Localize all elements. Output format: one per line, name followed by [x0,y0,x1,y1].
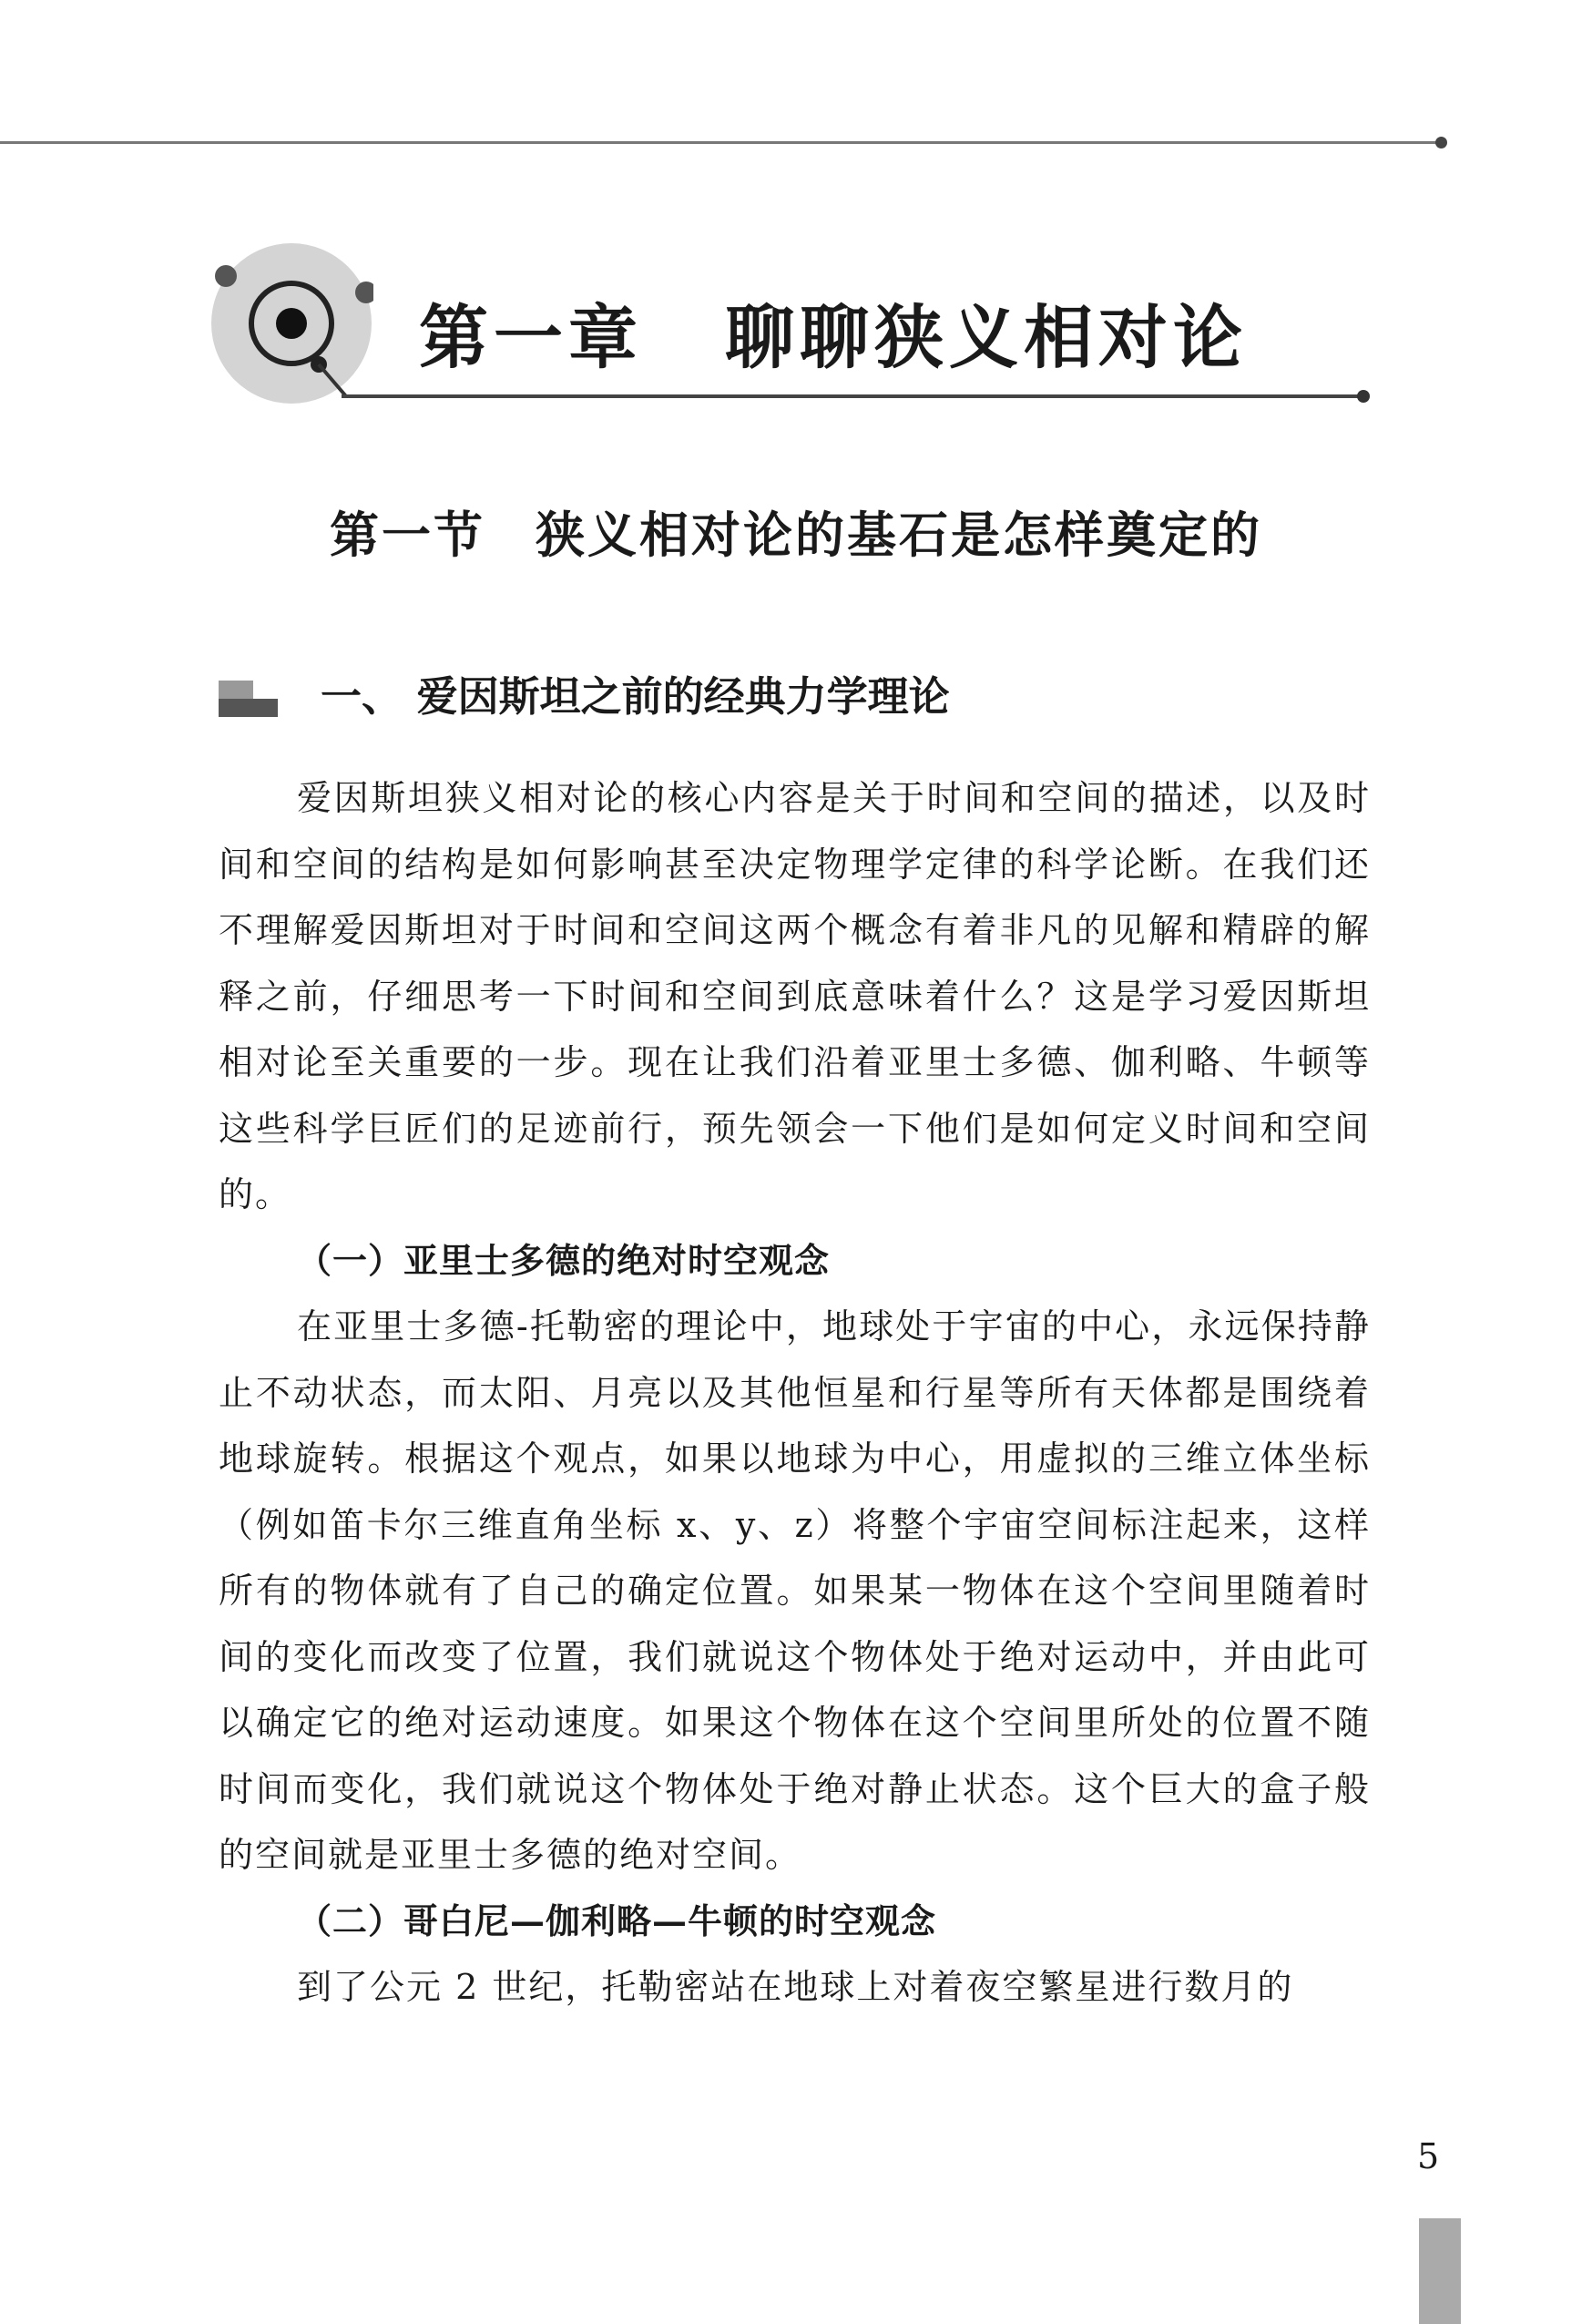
subheading: （一）亚里士多德的绝对时空观念 [297,1239,831,1281]
page-number: 5 [1417,2136,1440,2176]
chapter-title [419,282,1248,382]
paragraph: 爱因斯坦狭义相对论的核心内容是关于时间和空间的描述，以及时间和空间的结构是如何影响甚至决定物理学定律的科学论断。在我们还不理解爱因斯坦对于时间和空间这两个概念有着非凡的见解和精辟的解释之前，仔细思考一下时间和空间到底意味着什么？这是学习爱因斯坦相对论至关重要的一步。现在让我们沿着亚里士多德、伽利略、牛顿等这些科学巨匠们的足迹前行，预先领会一下他们是如何定义时间和空间的。 [219,778,1371,1214]
subsection-title: 一、 爱因斯坦之前的经典力学理论 [321,672,950,721]
body-text [219,765,1371,2021]
paragraph: 在亚里士多德-托勒密的理论中，地球处于宇宙的中心，永远保持静止不动状态，而太阳、月亮以及其他恒星和行星等所有天体都是围绕着地球旋转。根据这个观点，如果以地球为中心，用虚拟的三维立体坐标（例如笛卡尔三维直角坐标 x、y、z）将整个宇宙空间标注起来，这样所有的物体就有了自己的确定位置。如果某一物体在这个空间里随着时间的变化而改变了位置，我们就说这个物体处于绝对运动中，并由此可以确定它的绝对运动速度。如果这个物体在这个空间里所处的位置不随时间而变化，我们就说这个物体处于绝对静止状态。这个巨大的盒子般的空间就是亚里士多德的绝对空间。 [219,1306,1371,1875]
section-name: 狭义相对论的基石是怎样奠定的 [536,506,1262,564]
chapter-name: 聊聊狭义相对论 [725,297,1248,378]
section-title [0,497,1592,567]
header-rule [0,141,1439,144]
section-marker-icon [219,681,278,717]
thumb-tab [1419,2218,1461,2324]
subheading: （二）哥白尼—伽利略—牛顿的时空观念 [297,1899,937,1941]
header-rule-dot [1435,137,1447,148]
chapter-label: 第一章 [419,297,643,378]
paragraph: 到了公元 2 世纪，托勒密站在地球上对着夜空繁星进行数月的 [297,1967,1294,2007]
chapter-orbit-icon [209,241,373,405]
section-label: 第一节 [330,506,485,564]
chapter-rule-dot [1357,390,1370,403]
chapter-rule [342,394,1366,398]
